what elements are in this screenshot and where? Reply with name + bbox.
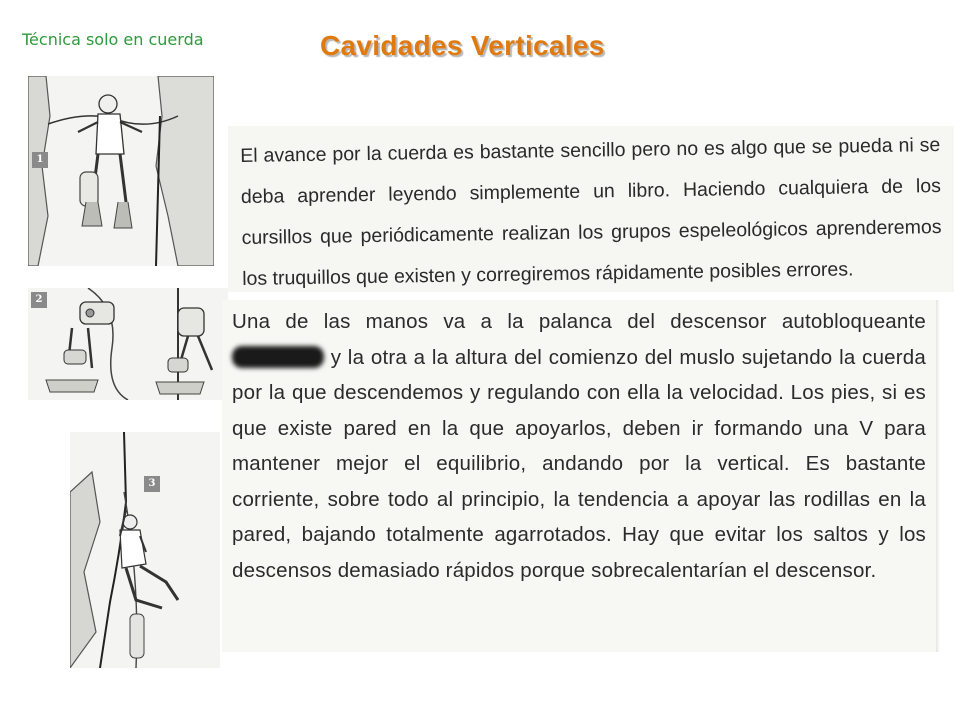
main-paragraph bbox=[232, 304, 926, 588]
intro-paragraph: El avance por la cuerda es bastante sencillo pero no es algo que se pueda ni se deba aprender leyendo simplemente un libro. Haciendo cualquiera de los cursillos que periódicamente realizan los grupos espeleológicos aprenderemos los truquillos que existen y corregiremos rápidamente posibles errores. bbox=[240, 134, 942, 290]
slide-title: Cavidades Verticales bbox=[320, 30, 605, 61]
slide-subtitle: Técnica solo en cuerda bbox=[22, 30, 204, 49]
redacted-scribble bbox=[232, 346, 324, 368]
figure-number-1: 1 bbox=[32, 152, 48, 168]
main-paragraph-start: Una de las manos va a la palanca del descensor autobloqueante bbox=[232, 310, 926, 333]
illustration-1 bbox=[28, 76, 214, 266]
scanned-text-block-main bbox=[222, 300, 938, 652]
figure-number-3: 3 bbox=[144, 476, 160, 492]
scanned-text-block-intro bbox=[228, 126, 954, 292]
figure-number-2: 2 bbox=[31, 292, 47, 308]
illustration-3 bbox=[70, 432, 220, 668]
main-paragraph-end: y la otra a la altura del comienzo del muslo sujetando la cuerda por la que descendemos y regulando con ella la velocidad. Los pies, si es que existe pared en la que apoyarlos, deben ir formando una V para mantener mejor el equilibrio, andando por la vertical. Es bastante corriente, sobre todo al principio, la tendencia a apoyar las rodillas en la pared, bajando totalmente agarrotados. Hay que evitar los saltos y los descensos demasiado rápidos porque sobrecalentarían el descensor. bbox=[232, 345, 926, 582]
scan-edge-shadow bbox=[936, 300, 940, 652]
illustration-2 bbox=[28, 288, 228, 400]
